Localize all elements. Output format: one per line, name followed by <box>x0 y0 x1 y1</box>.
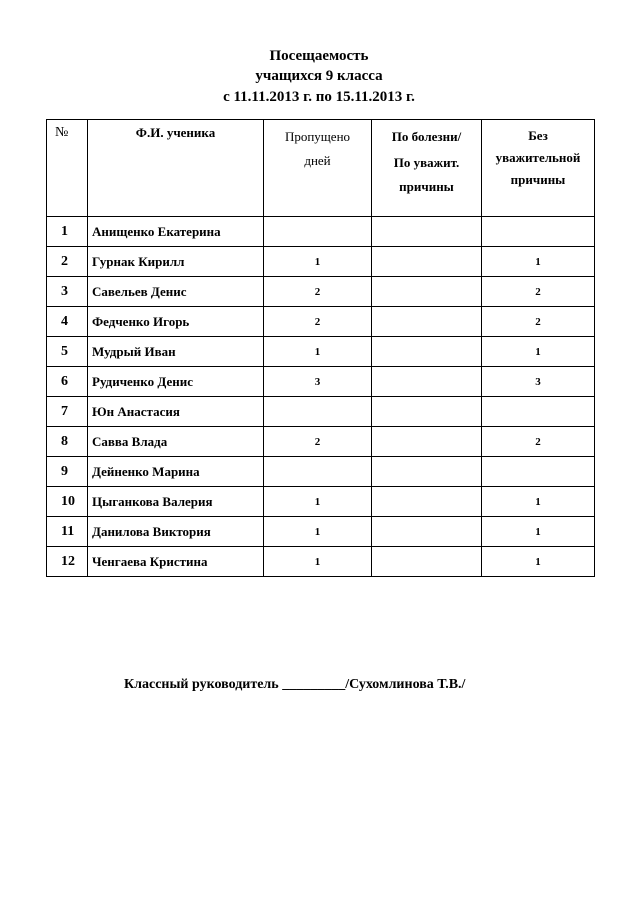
no-reason-cell <box>482 457 595 487</box>
column-header-no-reason <box>482 120 595 217</box>
table-row <box>47 547 595 577</box>
row-number-cell: 10 <box>47 487 88 517</box>
column-header-no-reason-line1: Без <box>528 128 548 143</box>
illness-cell <box>372 517 482 547</box>
student-name-cell: Савва Влада <box>88 427 264 457</box>
missed-days-cell: 1 <box>264 517 372 547</box>
column-header-no-reason-line3: причины <box>510 172 566 187</box>
column-header-no-reason-line2: уважительной <box>495 150 581 165</box>
row-number-cell: 9 <box>47 457 88 487</box>
column-header-illness-line2: По уважит. <box>393 155 460 170</box>
student-name-cell: Юн Анастасия <box>88 397 264 427</box>
student-name-cell: Данилова Виктория <box>88 517 264 547</box>
row-number-cell: 8 <box>47 427 88 457</box>
missed-days-cell <box>264 457 372 487</box>
row-number-cell: 3 <box>47 277 88 307</box>
table-row <box>47 427 595 457</box>
table-row <box>47 337 595 367</box>
missed-days-cell: 1 <box>264 547 372 577</box>
student-name-cell: Федченко Игорь <box>88 307 264 337</box>
document-date-range: с 11.11.2013 г. по 15.11.2013 г. <box>223 89 415 105</box>
illness-cell <box>372 307 482 337</box>
no-reason-cell: 2 <box>482 427 595 457</box>
no-reason-cell <box>482 397 595 427</box>
no-reason-cell <box>482 217 595 247</box>
student-name-cell: Рудиченко Денис <box>88 367 264 397</box>
table-row <box>47 397 595 427</box>
illness-cell <box>372 397 482 427</box>
column-header-missed-days-line1: Пропущено <box>284 129 351 144</box>
row-number-cell: 12 <box>47 547 88 577</box>
missed-days-cell: 2 <box>264 277 372 307</box>
table-row <box>47 487 595 517</box>
illness-cell <box>372 427 482 457</box>
no-reason-cell: 1 <box>482 487 595 517</box>
table-row <box>47 517 595 547</box>
row-number-cell: 6 <box>47 367 88 397</box>
row-number-cell: 2 <box>47 247 88 277</box>
table-row <box>47 457 595 487</box>
missed-days-cell <box>264 397 372 427</box>
student-name-cell: Мудрый Иван <box>88 337 264 367</box>
no-reason-cell: 1 <box>482 247 595 277</box>
table-header-row <box>47 120 595 217</box>
document-title: Посещаемость <box>269 48 369 64</box>
no-reason-cell: 2 <box>482 307 595 337</box>
column-header-number: № <box>47 120 88 217</box>
column-header-illness <box>372 120 482 217</box>
row-number-cell: 1 <box>47 217 88 247</box>
student-name-cell: Цыганкова Валерия <box>88 487 264 517</box>
missed-days-cell <box>264 217 372 247</box>
no-reason-cell: 1 <box>482 517 595 547</box>
student-name-cell: Ченгаева Кристина <box>88 547 264 577</box>
illness-cell <box>372 337 482 367</box>
illness-cell <box>372 457 482 487</box>
column-header-illness-line1: По болезни/ <box>391 129 462 144</box>
illness-cell <box>372 487 482 517</box>
student-name-cell: Дейненко Марина <box>88 457 264 487</box>
table-row <box>47 247 595 277</box>
table-row <box>47 277 595 307</box>
missed-days-cell: 2 <box>264 307 372 337</box>
column-header-missed-days <box>264 120 372 217</box>
missed-days-cell: 1 <box>264 337 372 367</box>
row-number-cell: 11 <box>47 517 88 547</box>
no-reason-cell: 3 <box>482 367 595 397</box>
missed-days-cell: 3 <box>264 367 372 397</box>
column-header-missed-days-line2: дней <box>304 153 331 168</box>
table-row <box>47 367 595 397</box>
column-header-illness-line3: причины <box>399 179 454 194</box>
attendance-table <box>46 119 595 577</box>
table-row <box>47 307 595 337</box>
illness-cell <box>372 247 482 277</box>
no-reason-cell: 1 <box>482 337 595 367</box>
row-number-cell: 7 <box>47 397 88 427</box>
student-name-cell: Анищенко Екатерина <box>88 217 264 247</box>
illness-cell <box>372 367 482 397</box>
column-header-student-name: Ф.И. ученика <box>88 120 264 217</box>
no-reason-cell: 1 <box>482 547 595 577</box>
document-subtitle-class: учащихся 9 класса <box>255 68 383 84</box>
class-teacher-signature: Классный руководитель _________/Сухомлинова Т.В./ <box>124 677 466 692</box>
illness-cell <box>372 547 482 577</box>
student-name-cell: Савельев Денис <box>88 277 264 307</box>
no-reason-cell: 2 <box>482 277 595 307</box>
student-name-cell: Гурнак Кирилл <box>88 247 264 277</box>
missed-days-cell: 1 <box>264 487 372 517</box>
illness-cell <box>372 217 482 247</box>
row-number-cell: 5 <box>47 337 88 367</box>
missed-days-cell: 1 <box>264 247 372 277</box>
row-number-cell: 4 <box>47 307 88 337</box>
table-row <box>47 217 595 247</box>
missed-days-cell: 2 <box>264 427 372 457</box>
illness-cell <box>372 277 482 307</box>
